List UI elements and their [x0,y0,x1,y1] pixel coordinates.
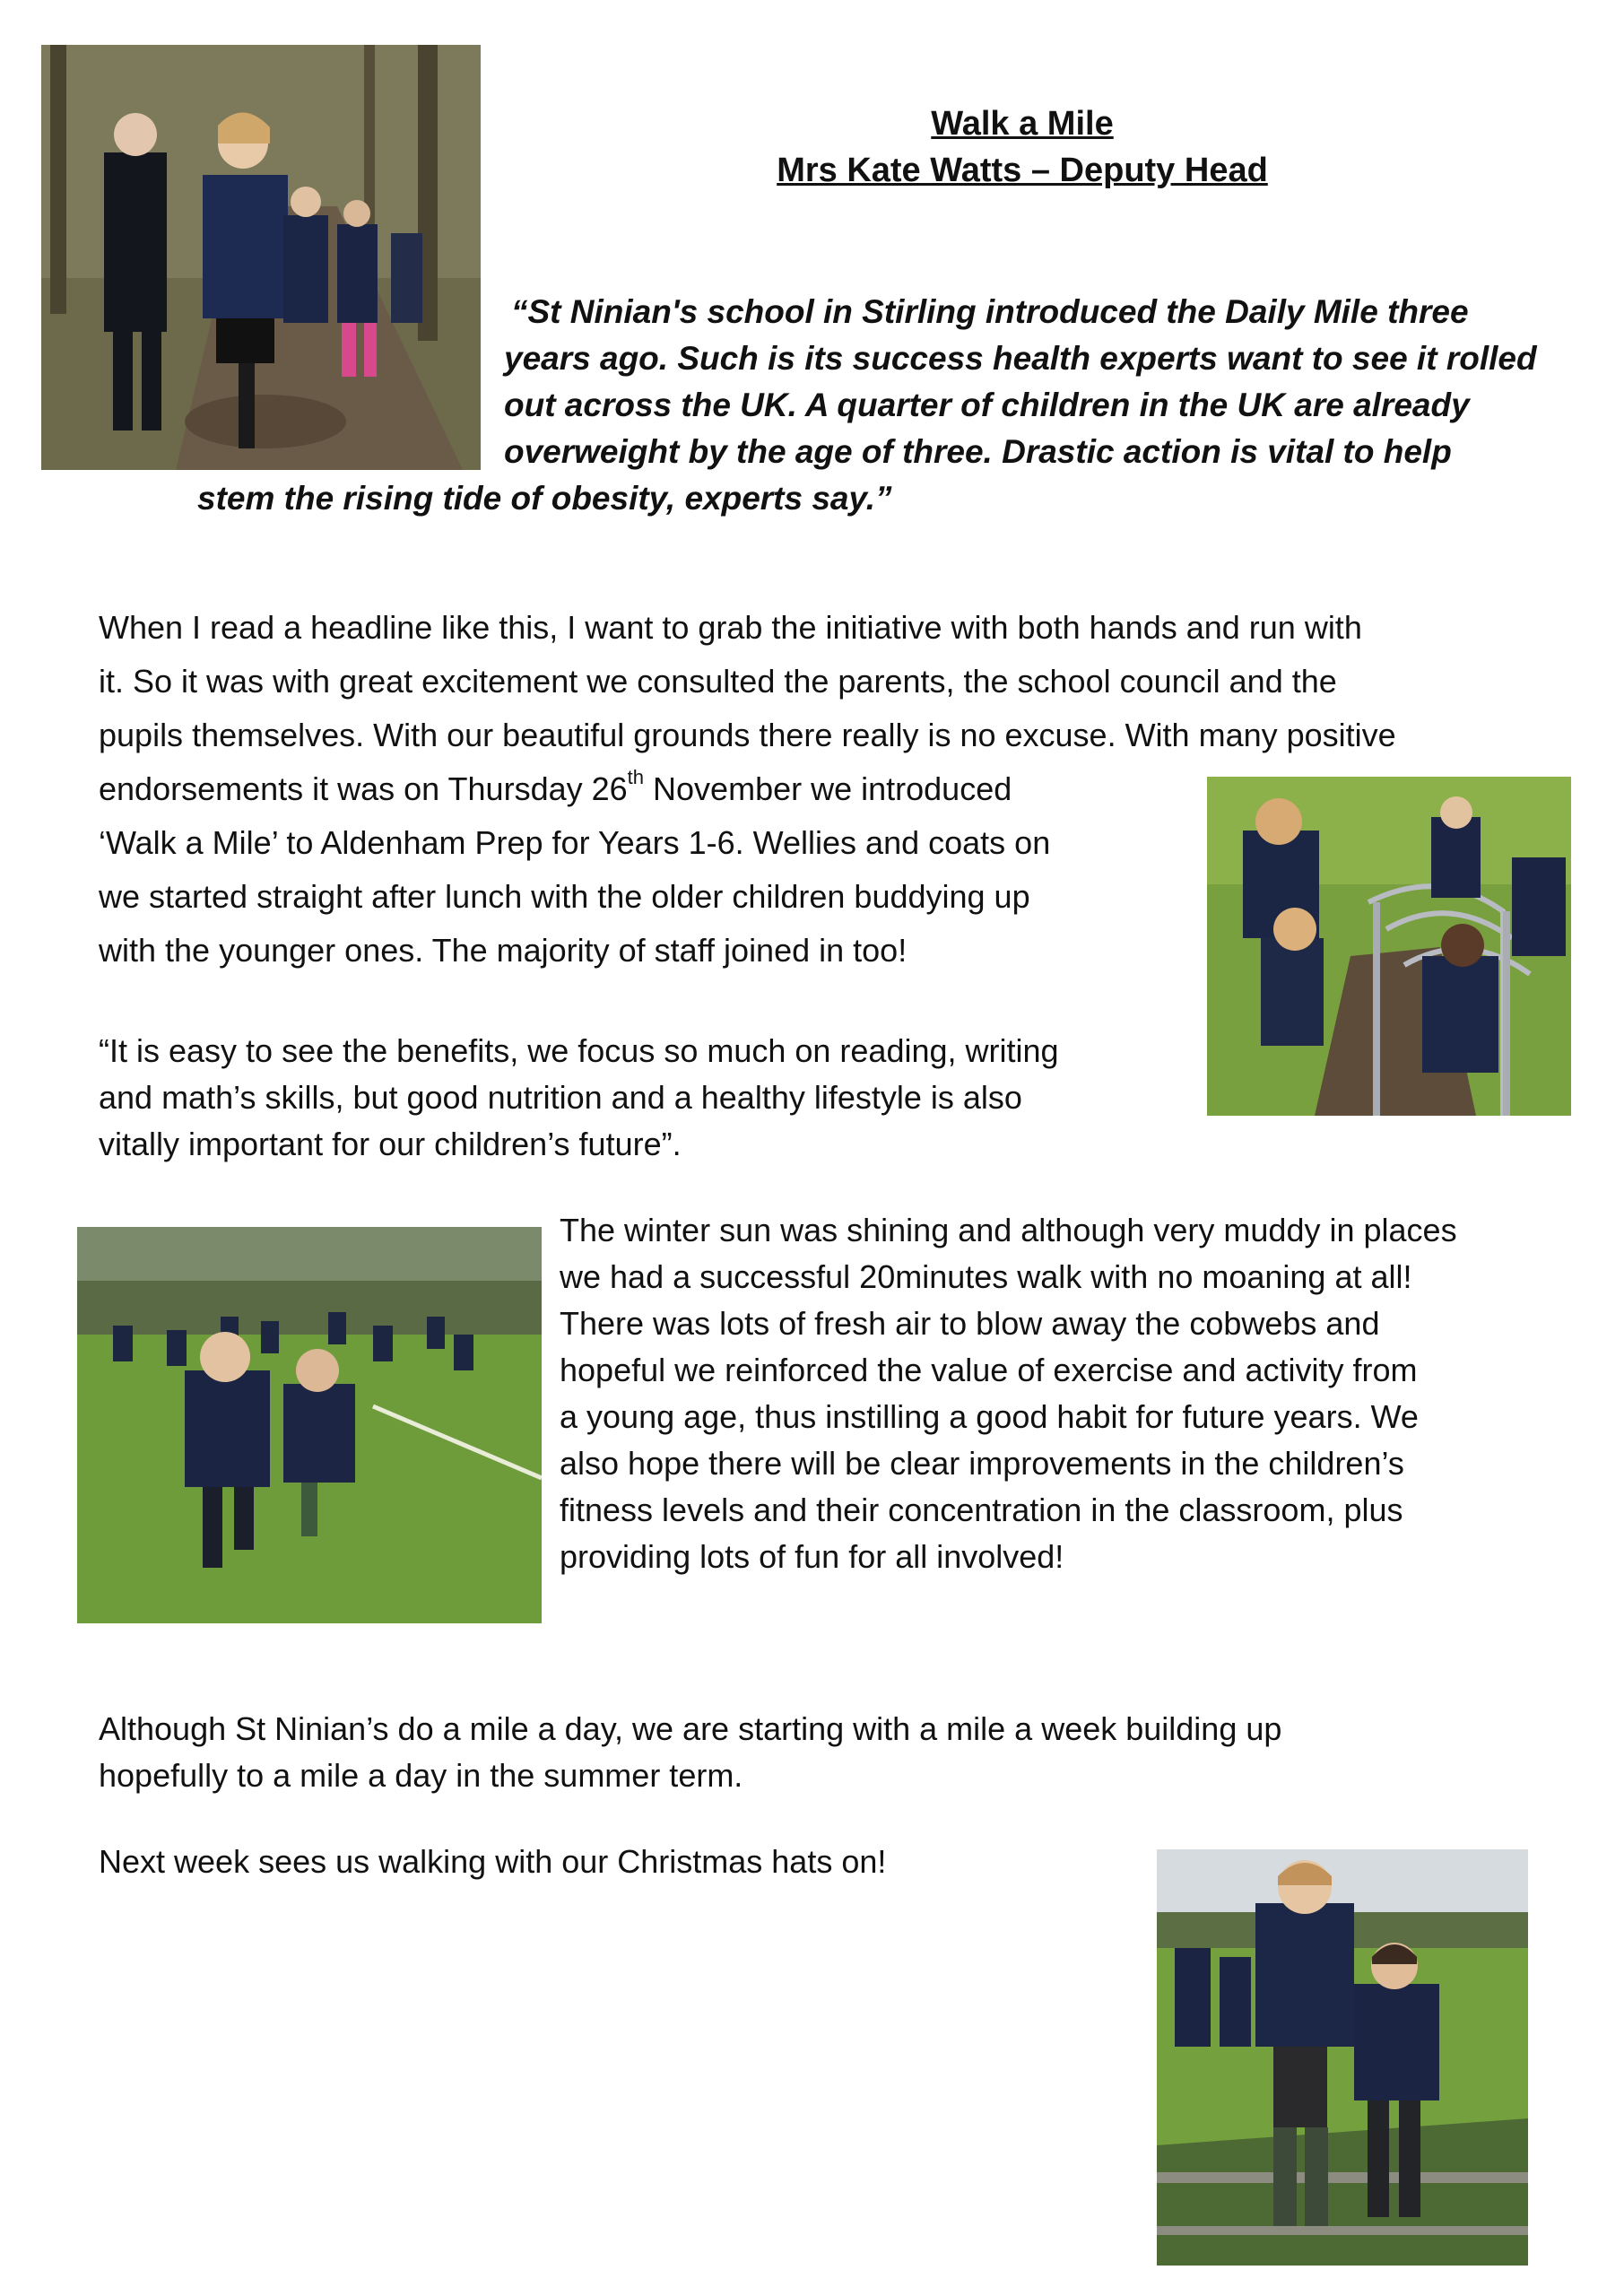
paragraph-line: The winter sun was shining and although very muddy in places [560,1212,1457,1248]
paragraph-line: “It is easy to see the benefits, we focus so much on reading, writing [99,1032,1059,1069]
quote-line: “St Ninian's school in Stirling introduced the Daily Mile three [511,293,1469,330]
quote-line: overweight by the age of three. Drastic action is vital to help [504,433,1452,470]
paragraph-line: we had a successful 20minutes walk with no moaning at all! [560,1258,1412,1295]
article-title: Walk a Mile [931,105,1114,143]
article-byline: Mrs Kate Watts – Deputy Head [777,152,1268,189]
paragraph-line: ‘Walk a Mile’ to Aldenham Prep for Years 1-6. Wellies and coats on [99,824,1051,861]
paragraph-line: a young age, thus instilling a good habit for future years. We [560,1398,1419,1435]
photo-hand-in-hand [1157,1849,1528,2266]
quote-line: stem the rising tide of obesity, experts say.” [197,480,892,517]
article-title-block [646,100,1399,194]
paragraph-next-week: Next week sees us walking with our Christmas hats on! [99,1843,887,1880]
quote-line: out across the UK. A quarter of children in the UK are already [504,387,1470,423]
quote-line: years ago. Such is its success health experts want to see it rolled [504,340,1537,377]
paragraph-intro [99,601,1396,978]
paragraph-line: with the younger ones. The majority of staff joined in too! [99,932,908,969]
paragraph-line: and math’s skills, but good nutrition and a healthy lifestyle is also [99,1079,1022,1116]
paragraph-mile-a-week [99,1706,1281,1799]
text-span: November we introduced [644,770,1012,807]
paragraph-line: also hope there will be clear improvements in the children’s [560,1445,1404,1482]
paragraph-line: we started straight after lunch with the older children buddying up [99,878,1030,915]
text-span: endorsements it was on Thursday 26 [99,770,628,807]
paragraph-benefits [99,1028,1059,1168]
paragraph-line: hopefully to a mile a day in the summer term. [99,1757,743,1794]
paragraph-line: providing lots of fun for all involved! [560,1538,1064,1575]
paragraph-line: pupils themselves. With our beautiful grounds there really is no excuse. With many positive [99,717,1396,753]
paragraph-winter-sun [560,1207,1457,1580]
paragraph-line: hopeful we reinforced the value of exercise and activity from [560,1352,1418,1388]
paragraph-line: vitally important for our children’s future”. [99,1126,682,1162]
superscript: th [627,766,645,788]
photo-woodland-walk [41,45,481,470]
paragraph-line: Although St Ninian’s do a mile a day, we are starting with a mile a week building up [99,1710,1282,1747]
paragraph-line [99,762,1396,816]
paragraph-line: it. So it was with great excitement we consulted the parents, the school council and the [99,663,1337,700]
photo-field-run [77,1227,542,1623]
paragraph-line: fitness levels and their concentration in the classroom, plus [560,1492,1403,1528]
paragraph-line: There was lots of fresh air to blow away the cobwebs and [560,1305,1380,1342]
photo-stile-climb [1207,777,1571,1116]
paragraph-line: When I read a headline like this, I want to grab the initiative with both hands and run with [99,609,1362,646]
